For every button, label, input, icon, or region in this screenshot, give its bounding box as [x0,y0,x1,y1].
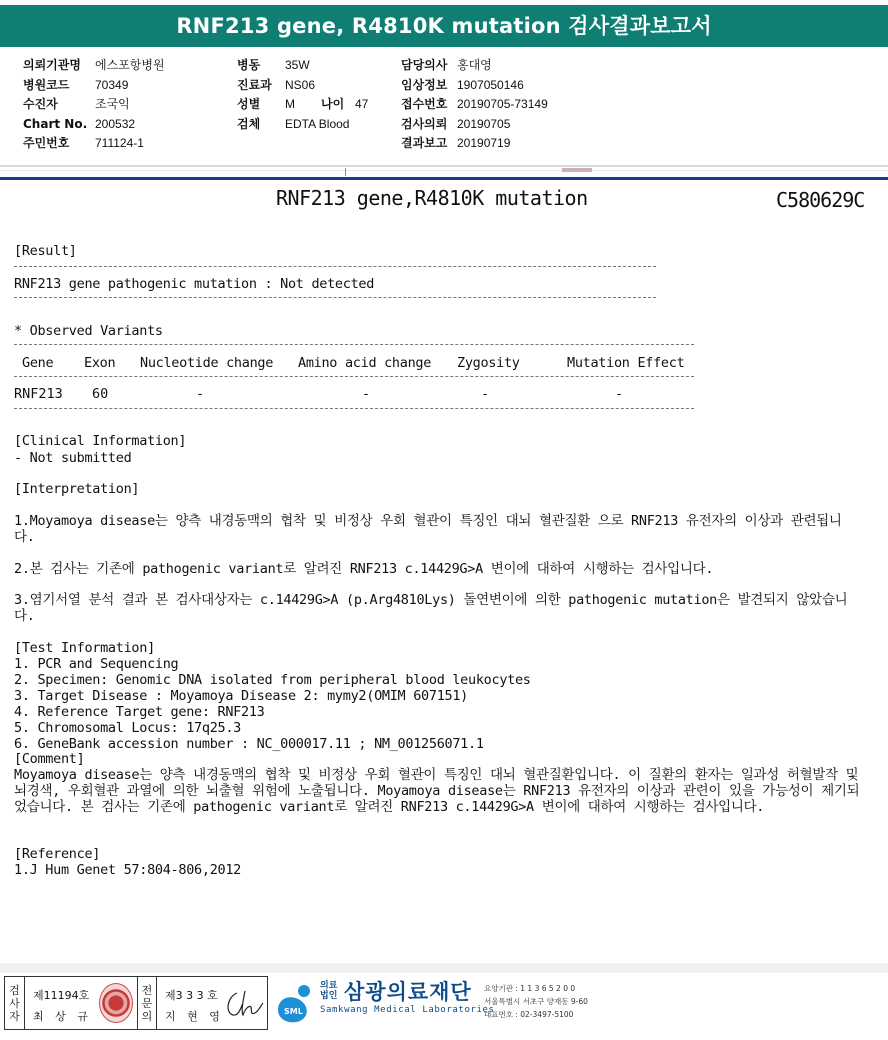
info-label: 접수번호 [401,97,448,111]
header-rule [0,177,888,180]
test-info-heading: [Test Information] [14,640,155,656]
org-english-name: Samkwang Medical Laboratories [320,1005,495,1015]
table-cell-amino-acid: - [362,386,371,402]
table-header-amino-acid: Amino acid change [298,355,432,371]
info-value: 1907050146 [457,77,524,92]
footer-band [0,963,888,973]
info-label: 성별 [237,97,261,111]
reference-heading: [Reference] [14,846,101,862]
org-corp-line: 의료 [320,981,338,991]
info-label: 병동 [237,58,261,72]
test-info-item: 2. Specimen: Genomic DNA isolated from peripheral blood leukocytes [14,672,531,688]
report-banner-title: RNF213 gene, R4810K mutation 검사결과보고서 [0,5,888,47]
info-row [237,76,368,96]
info-label: Chart No. [23,116,88,131]
info-row [23,76,165,96]
info-row [23,134,165,154]
info-label: 검사의뢰 [401,116,448,131]
org-info-line: 대표번호 : 02-3497-5100 [484,1010,574,1019]
role-char: 문 [141,996,153,1010]
clinical-text: - Not submitted [14,450,132,466]
test-info-item: 4. Reference Target gene: RNF213 [14,704,265,720]
divider-tick [345,168,346,176]
dashed-divider [14,344,694,345]
table-cell-gene: RNF213 [14,386,63,402]
info-row [237,115,368,135]
info-value: 20190705 [457,116,511,131]
info-label: 주민번호 [23,136,70,150]
interpretation-heading: [Interpretation] [14,481,140,497]
role-char: 사 [9,996,20,1010]
table-cell-exon: 60 [92,386,109,402]
examiner-role-label [5,977,25,1029]
info-row [401,76,548,96]
result-heading: [Result] [14,243,77,259]
patient-info-column-1 [23,56,165,154]
role-char: 전 [141,983,153,997]
info-row [401,95,548,115]
specialist-role-label [137,977,157,1029]
info-row [23,95,165,115]
info-row [401,56,548,76]
org-info-line: 서울특별시 서초구 양재동 9-60 [484,997,588,1006]
report-code: C580629C [776,188,865,212]
table-header-exon: Exon [84,355,116,371]
info-label: 검체 [237,116,261,131]
seal-stamp-icon [99,983,133,1023]
table-header-effect: Mutation Effect [567,355,685,371]
age-value: 47 [355,97,369,111]
info-row [23,115,165,135]
signature-box [4,976,268,1030]
report-title: RNF213 gene,R4810K mutation [276,186,588,210]
info-label: 의뢰기관명 [23,58,81,72]
org-info-line: 요양기관 : 1 1 3 6 5 2 0 0 [484,984,576,993]
dashed-divider [14,297,656,298]
table-cell-zygosity: - [481,386,490,402]
info-label: 병원코드 [23,77,70,92]
logo-abbr: SML [284,1007,303,1016]
info-row [237,95,368,115]
info-value: 20190719 [457,136,511,150]
table-header-gene: Gene [22,355,54,371]
table-header-zygosity: Zygosity [457,355,520,371]
table-header-nucleotide: Nucleotide change [140,355,274,371]
org-name: 삼광의료재단 [344,980,472,1004]
test-info-item: 1. PCR and Sequencing [14,656,179,672]
org-corp-label [320,981,337,1001]
reference-text: 1.J Hum Genet 57:804-806,2012 [14,862,242,878]
specialist-name: 지 현 영 [165,1010,224,1023]
test-info-item: 5. Chromosomal Locus: 17q25.3 [14,720,242,736]
handwritten-signature-icon [223,985,265,1023]
info-row [401,115,548,135]
info-value: 조국익 [95,97,130,111]
table-cell-effect: - [615,386,624,402]
info-row [401,134,548,154]
interpretation-item: 1.Moyamoya disease는 양측 내경동맥의 협착 및 비정상 우회 혈관이 특징인 대뇌 혈관질환 으로 RNF213 유전자의 이상과 관련됩니다. [14,513,842,545]
info-label: 진료과 [237,77,272,92]
comment-text: Moyamoya disease는 양측 내경동맥의 협착 및 비정상 우회 혈관이 특징인 대뇌 혈관질환입니다. 이 질환의 환자는 일과성 허혈발작 및 뇌경색, 우회혈관 과열에 의한 뇌출혈 위험에 노출됩니다. Moyamoya disease는 RNF213 유전자의 이상과 관련이 있을 가능성이 제기되었습니다. 본 검사는 기존에 pathogenic variant로 알려진 RNF213 c.14429G>A 변이에 대하여 시행하는 검사입니다. [14,767,860,815]
comment-heading: [Comment] [14,751,85,767]
dashed-divider [14,408,694,409]
info-label: 결과보고 [401,136,448,150]
info-value: 200532 [95,116,136,131]
info-row [237,56,368,76]
test-info-item: 3. Target Disease : Moyamoya Disease 2: mymy2(OMIM 607151) [14,688,469,704]
divider-tick [562,168,592,172]
specialist-license-number: 제3 3 3 호 [165,989,218,1002]
info-value: 70349 [95,77,129,92]
interpretation-item: 3.염기서열 분석 결과 본 검사대상자는 c.14429G>A (p.Arg4810Lys) 돌연변이에 의한 pathogenic mutation은 발견되지 않았습니다. [14,592,848,624]
variants-heading: * Observed Variants [14,323,163,339]
org-corp-line: 법인 [320,991,338,1001]
divider [0,165,888,167]
info-label: 임상정보 [401,77,448,92]
age-label: 나이 [321,97,345,111]
info-value: NS06 [285,77,316,92]
info-value: 20190705-73149 [457,97,548,111]
info-value: 711124-1 [95,136,144,150]
result-text: RNF213 gene pathogenic mutation : Not detected [14,276,375,292]
info-value: 35W [285,58,310,72]
role-char: 의 [141,1009,153,1023]
info-value: 에스포항병원 [95,58,165,72]
table-cell-nucleotide: - [196,386,205,402]
info-value: M [285,97,295,111]
sml-logo-icon [276,980,316,1024]
clinical-heading: [Clinical Information] [14,433,187,449]
divider [0,170,888,171]
dashed-divider [14,376,694,377]
examiner-license-number: 제11194호 [33,989,90,1002]
info-label: 수진자 [23,97,58,111]
test-info-item: 6. GeneBank accession number : NC_000017.11 ; NM_001256071.1 [14,736,484,752]
dashed-divider [14,266,656,267]
patient-info-column-3 [401,56,548,154]
examiner-name: 최 상 규 [33,1010,92,1023]
patient-info-column-2 [237,56,368,134]
info-value: EDTA Blood [285,116,350,131]
interpretation-item: 2.본 검사는 기존에 pathogenic variant로 알려진 RNF213 c.14429G>A 변이에 대하여 시행하는 검사입니다. [14,561,714,577]
role-char: 자 [9,1009,20,1023]
role-char: 검 [9,983,20,997]
info-label: 담당의사 [401,58,448,72]
info-value: 홍대영 [457,58,492,72]
info-row [23,56,165,76]
